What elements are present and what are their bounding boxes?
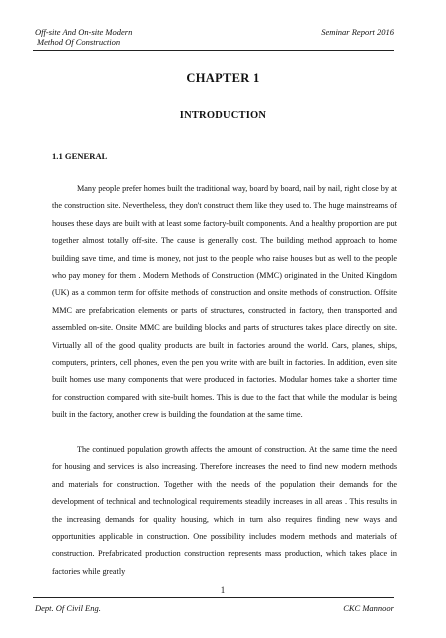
footer-rule [33, 597, 394, 598]
header-rule [33, 50, 394, 51]
section-heading: 1.1 GENERAL [52, 151, 108, 161]
body-paragraph-2: The continued population growth affects the amount of construction. At the same time the need for housing and services is also increasing. Therefore increases the need to find new modern methods and materials for construction. Together with the needs of the population their demands for the development of technical and technological requirements steadily increases in all areas . This results in the increasing demands for quality housing, which in turn also requires finding new ways and opportunities applicable in construction. One possibility includes modern methods and materials of construction. Prefabricated production construction represents mass production, which takes place in factories while greatly [52, 445, 397, 576]
footer-left: Dept. Of Civil Eng. [35, 603, 101, 613]
footer-right: CKC Mannoor [343, 603, 394, 613]
header-title-line2: Method Of Construction [37, 37, 121, 47]
body-paragraph-1: Many people prefer homes built the traditional way, board by board, nail by nail, right close by at the construction site. Nevertheless, they don't construct them like they used to. The huge mainstreams of houses these days are built with at least some factory-built components. And a healthy proportion are put together almost totally off-site. The cause is generally cost. The building method approach to home building save time, and time is money, not just to the people who raise houses but as well to the people who pay money for them . Modern Methods of Construction (MMC) originated in the United Kingdom (UK) as a common term for offsite methods of construction and onsite methods of construction. Offsite MMC are prefabrication elements or parts of structures, constructed in factory, then transported and assembled on-site. Onsite MMC are building blocks and parts of structures takes place directly on site. Virtually all of the good quality products are built in factories around the world. Cars, planes, ships, computers, printers, cell phones, even the pen you write with are built in factories. In addition, even site built homes use many components that were produced in factories. Modular homes take a shorter time for construction compared with site-built homes. This is due to the fact that while the modular is being built in the factory, another crew is building the foundation at the same time. [52, 184, 397, 420]
header-right: Seminar Report 2016 [321, 27, 394, 37]
header-title-line1: Off-site And On-site Modern [35, 27, 133, 37]
chapter-title: CHAPTER 1 [186, 71, 260, 85]
header-left [35, 27, 132, 47]
chapter-heading: INTRODUCTION [179, 110, 267, 121]
page-number: 1 [220, 585, 226, 595]
